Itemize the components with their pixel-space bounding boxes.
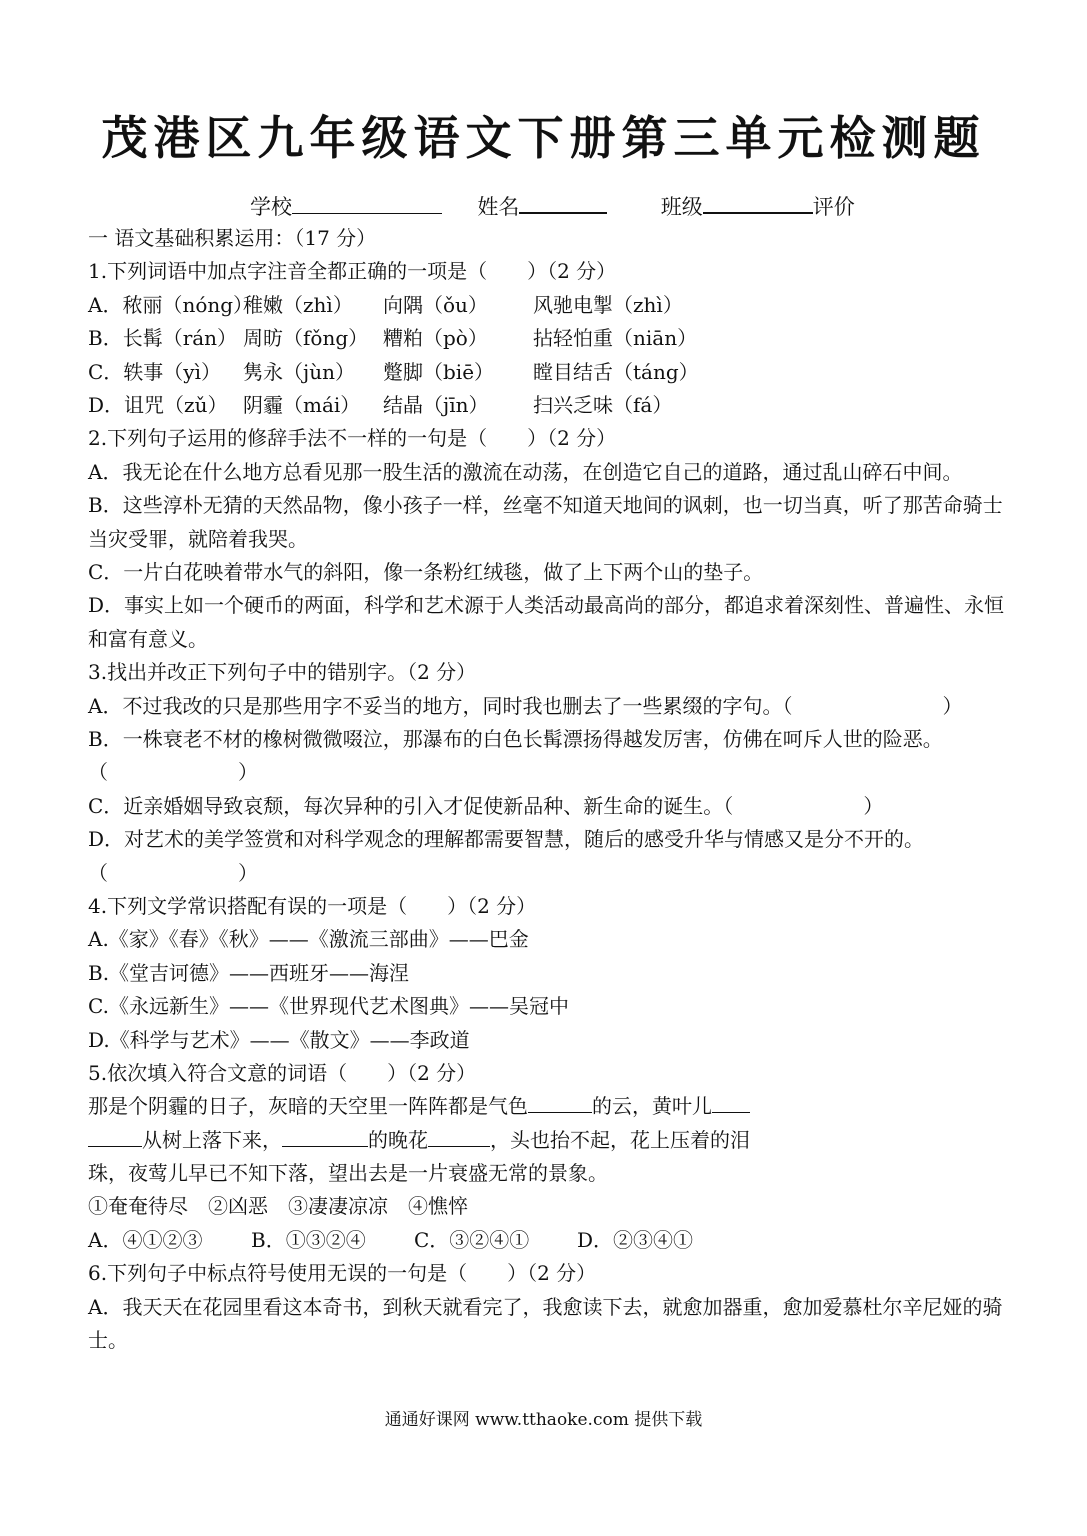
- q2-option-d: D．事实上如一个硬币的两面，科学和艺术源于人类活动最高尚的部分，都追求着深刻性、普遍性、永恒和富有意义。: [88, 593, 1005, 651]
- q1-stem: 1.下列词语中加点字注音全都正确的一项是（ ）（2 分）: [88, 259, 617, 284]
- eval-label: 评价: [812, 195, 855, 219]
- q5-passage-line-3: 珠，夜莺儿早已不知下落，望出去是一片衰盛无常的景象。: [88, 1161, 608, 1186]
- q2-option-a: A．我无论在什么地方总看见那一股生活的激流在动荡，在创造它自己的道路，通过乱山碎石中间。: [88, 459, 963, 484]
- school-label: 学校: [250, 195, 292, 219]
- q2-option-c: C．一片白花映着带水气的斜阳，像一条粉红绒毯，做了上下两个山的垫子。: [88, 559, 764, 584]
- class-label: 班级: [660, 195, 703, 219]
- q1-option-a: A．秾丽（nóng）稚嫩（zhì） 向隅（ǒu） 风驰电掣（zhì）: [88, 292, 683, 317]
- q4-option-c: C.《永远新生》——《世界现代艺术图典》——吴冠中: [88, 994, 569, 1019]
- q3-option-b-answer: （ ）: [88, 760, 258, 785]
- q3-stem: 3.找出并改正下列句子中的错别字。（2 分）: [88, 660, 477, 685]
- student-info-line: [250, 190, 855, 222]
- q5-word-choices: ①奄奄待尽 ②凶恶 ③凄凄凉凉 ④憔悴: [88, 1194, 468, 1219]
- class-blank: [703, 190, 813, 214]
- q1-option-d: D．诅咒（zǔ） 阴霾（mái） 结晶（jīn） 扫兴乏味（fá）: [88, 392, 673, 417]
- q5-stem: 5.依次填入符合文意的词语（ ）（2 分）: [88, 1060, 477, 1085]
- q6-option-a: A．我天天在花园里看这本奇书，到秋天就看完了，我愈读下去，就愈加器重，愈加爱慕杜尔辛尼娅的骑士。: [88, 1294, 1003, 1353]
- q3-option-b: B．一株衰老不材的橡树微微啜泣，那瀑布的白色长髯漂扬得越发厉害，仿佛在呵斥人世的险恶。: [88, 726, 943, 751]
- footer-credit: 通通好课网 www.tthaoke.com 提供下载: [384, 1410, 703, 1430]
- name-label: 姓名: [477, 195, 520, 219]
- name-blank: [519, 190, 607, 214]
- q2-option-b: B．这些淳朴无猜的天然品物，像小孩子一样，丝毫不知道天地间的讽刺，也一切当真，听了那苦命骑士当灾受罪，就陪着我哭。: [88, 493, 1003, 551]
- q1-option-b: B．长髯（rán） 周昉（fǒng） 糟粕（pò） 拈轻怕重（niān）: [88, 326, 698, 351]
- q5-options: A．④①②③ B．①③②④ C．③②④① D．②③④①: [88, 1227, 694, 1252]
- q4-option-d: D.《科学与艺术》——《散文》——李政道: [88, 1027, 470, 1052]
- q3-option-d: D．对艺术的美学签赏和对科学观念的理解都需要智慧，随后的感受升华与情感又是分不开的。: [88, 827, 925, 852]
- section-heading: 一 语文基础积累运用：（17 分）: [88, 226, 377, 250]
- q3-option-c: C．近亲婚姻导致哀颓，每次异种的引入才促使新品种、新生命的诞生。（ ）: [88, 793, 884, 818]
- q4-option-b: B.《堂吉诃德》——西班牙——海涅: [88, 960, 410, 985]
- q6-stem: 6.下列句子中标点符号使用无误的一句是（ ）（2 分）: [88, 1261, 597, 1286]
- q1-option-c: C．轶事（yì） 隽永（jùn） 蹩脚（biē） 瞠目结舌（táng）: [88, 359, 699, 384]
- exam-content: [88, 222, 1013, 1357]
- q4-stem: 4.下列文学常识搭配有误的一项是（ ）（2 分）: [88, 893, 537, 918]
- page-title: 茂港区九年级语文下册第三单元检测题: [101, 111, 986, 165]
- q5-passage-line-1: 那是个阴霾的日子，灰暗的天空里一阵阵都是气色 的云，黄叶儿: [88, 1090, 1013, 1123]
- q2-stem: 2.下列句子运用的修辞手法不一样的一句是（ ）（2 分）: [88, 426, 617, 451]
- q4-option-a: A.《家》《春》《秋》——《激流三部曲》——巴金: [88, 927, 529, 952]
- school-blank: [292, 191, 442, 214]
- q3-option-a: A．不过我改的只是那些用字不妥当的地方，同时我也删去了一些累缀的字句。（ ）: [88, 693, 963, 718]
- q5-passage-line-2: 从树上落下来， 的晚花 ，头也抬不起，花上压着的泪: [88, 1124, 1013, 1157]
- q3-option-d-answer: （ ）: [88, 860, 258, 885]
